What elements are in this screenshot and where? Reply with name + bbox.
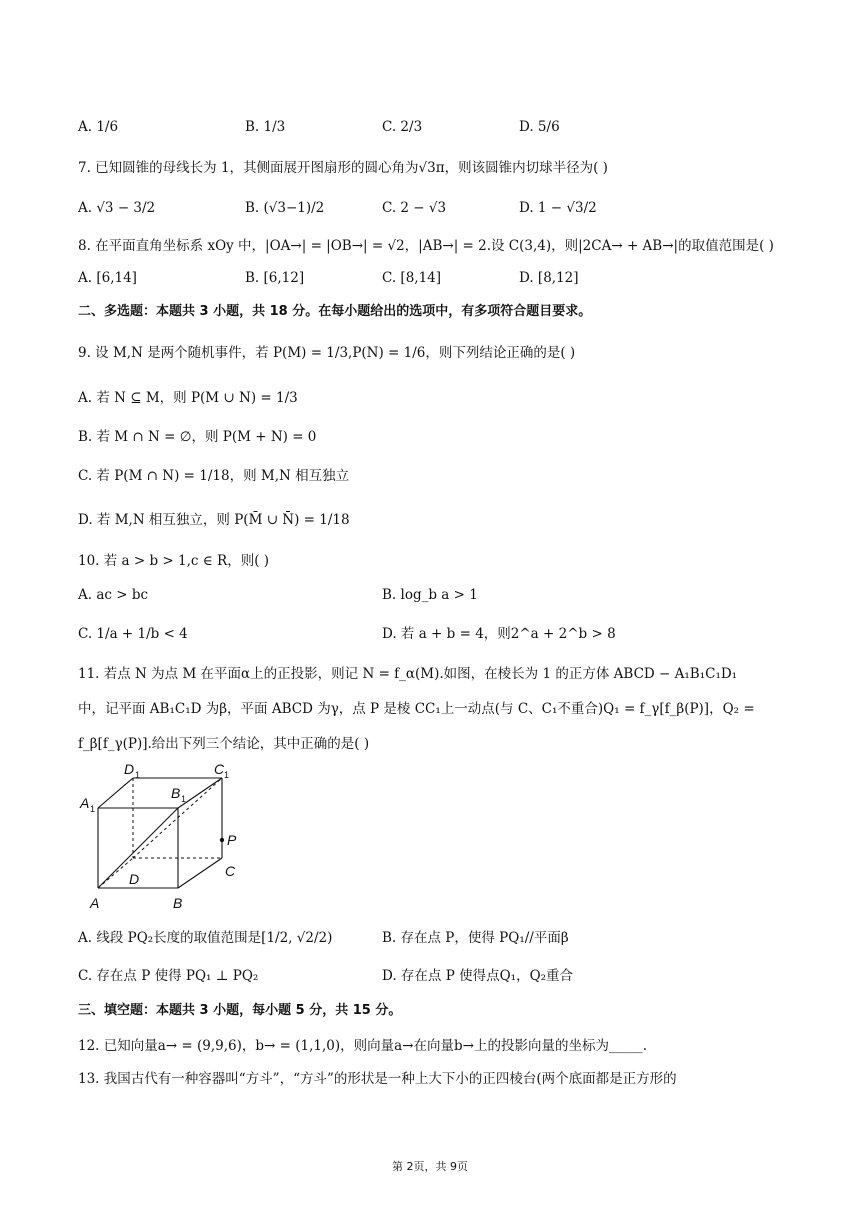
q10-option-a: A. ac > bc	[78, 587, 149, 603]
q11-stem-line-3: f_β[f_γ(P)].给出下列三个结论，其中正确的是( )	[78, 736, 370, 752]
q10-option-b: B. log_b a > 1	[382, 587, 478, 603]
q8-stem: 8. 在平面直角坐标系 xOy 中，|OA→| = |OB→| = √2，|AB→| = 2.设 C(3,4)，则|2CA→ + AB→|的取值范围是( )	[78, 238, 774, 254]
q8-option-d: D. [8,12]	[519, 270, 579, 286]
q12-stem: 12. 已知向量a→ = (9,9,6)，b→ = (1,1,0)，则向量a→在向量b→上的投影向量的坐标为_____.	[78, 1038, 647, 1054]
q11-option-a: A. 线段 PQ₂长度的取值范围是[1/2, √2/2)	[78, 930, 333, 946]
q10-option-c: C. 1/a + 1/b < 4	[78, 626, 188, 642]
cube-figure	[78, 758, 248, 910]
label-D1-sub: 1	[135, 770, 141, 780]
label-P: P	[227, 832, 237, 848]
label-A: A	[90, 895, 100, 910]
q7-stem: 7. 已知圆锥的母线长为 1，其侧面展开图扇形的圆心角为√3π，则该圆锥内切球半径为( )	[78, 160, 608, 176]
q11-stem-line-1: 11. 若点 N 为点 M 在平面α上的正投影，则记 N = f_α(M).如图，在棱长为 1 的正方体 ABCD − A₁B₁C₁D₁	[78, 666, 738, 682]
label-C1: C	[214, 761, 225, 777]
edge-AD-hidden	[98, 858, 133, 888]
q6-option-b: B. 1/3	[245, 119, 286, 135]
q9-option-a: A. 若 N ⊆ M，则 P(M ∪ N) = 1/3	[78, 390, 298, 406]
q8-option-c: C. [8,14]	[382, 270, 442, 286]
point-P	[220, 838, 224, 842]
label-B1-sub: 1	[181, 794, 187, 804]
q7-option-d: D. 1 − √3/2	[519, 200, 597, 216]
q9-stem: 9. 设 M,N 是两个随机事件，若 P(M) = 1/3,P(N) = 1/6，则下列结论正确的是( )	[78, 345, 576, 361]
section-2-heading: 二、多选题：本题共 3 小题，共 18 分。在每小题给出的选项中，有多项符合题目要求。	[78, 304, 592, 319]
q11-option-d: D. 存在点 P 使得点Q₁，Q₂重合	[382, 968, 574, 984]
q11-stem-line-2: 中，记平面 AB₁C₁D 为β，平面 ABCD 为γ，点 P 是棱 CC₁上一动点(与 C、C₁不重合)Q₁ = f_γ[f_β(P)]，Q₂ =	[78, 701, 755, 717]
q9-option-b: B. 若 M ∩ N = ∅，则 P(M + N) = 0	[78, 429, 317, 445]
label-B1: B	[171, 785, 181, 801]
edge-A1D1	[98, 778, 133, 808]
label-B: B	[173, 895, 183, 910]
q11-option-b: B. 存在点 P，使得 PQ₁//平面β	[382, 930, 569, 946]
q6-option-c: C. 2/3	[382, 119, 423, 135]
q7-option-a: A. √3 − 3/2	[78, 200, 156, 216]
q7-option-b: B. (√3−1)/2	[245, 200, 325, 216]
q8-option-a: A. [6,14]	[78, 270, 137, 286]
q6-option-a: A. 1/6	[78, 119, 119, 135]
label-C1-sub: 1	[224, 770, 230, 780]
label-D: D	[129, 871, 140, 887]
label-C: C	[225, 863, 236, 879]
q9-option-d: D. 若 M,N 相互独立，则 P(M̄ ∪ N̄) = 1/18	[78, 512, 350, 528]
label-D1: D	[124, 761, 135, 777]
q13-stem: 13. 我国古代有一种容器叫“方斗”，“方斗”的形状是一种上大下小的正四棱台(两个底面都是正方形的	[78, 1071, 677, 1087]
q10-option-d: D. 若 a + b = 4，则2^a + 2^b > 8	[382, 626, 616, 642]
q8-option-b: B. [6,12]	[245, 270, 305, 286]
q10-stem: 10. 若 a > b > 1,c ∈ R，则( )	[78, 553, 270, 569]
section-3-heading: 三、填空题：本题共 3 小题，每小题 5 分，共 15 分。	[78, 1003, 402, 1018]
label-A1-sub: 1	[90, 804, 96, 814]
page-footer: 第 2页，共 9页	[392, 1160, 468, 1173]
q6-option-d: D. 5/6	[519, 119, 560, 135]
q7-option-c: C. 2 − √3	[382, 200, 447, 216]
q9-option-c: C. 若 P(M ∩ N) = 1/18，则 M,N 相互独立	[78, 468, 350, 484]
edge-BC	[178, 858, 222, 888]
label-A1: A	[80, 795, 90, 811]
q11-option-c: C. 存在点 P 使得 PQ₁ ⊥ PQ₂	[78, 968, 259, 984]
